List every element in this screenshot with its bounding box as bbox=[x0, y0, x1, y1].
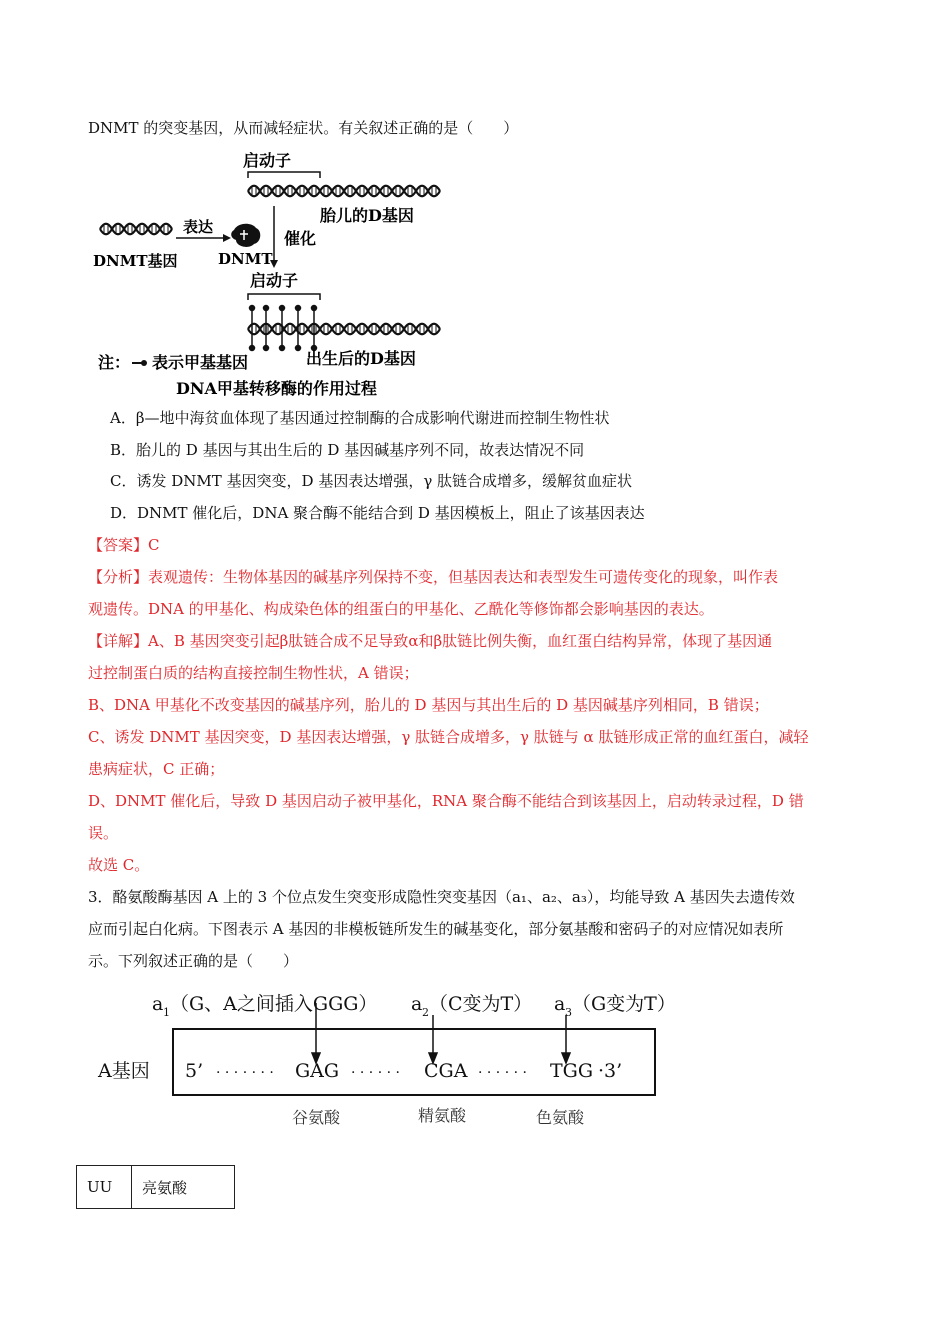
analysis-text-2: 观遗传。DNA 的甲基化、构成染色体的组蛋白的甲基化、乙酰化等修饰都会影响基因的表达。 bbox=[88, 600, 714, 618]
postnatal-d-gene-helix bbox=[248, 324, 440, 335]
amino-acid-arg: 精氨酸 bbox=[418, 1106, 467, 1125]
option-d: D．DNMT 催化后，DNA 聚合酶不能结合到 D 基因模板上，阻止了该基因表达 bbox=[110, 504, 645, 522]
detail-text-6: D、DNMT 催化后，导致 D 基因启动子被甲基化，RNA 聚合酶不能结合到该基因上，启动转录过程，D 错 bbox=[88, 792, 804, 810]
a3-subscript: 3 bbox=[565, 1006, 572, 1019]
dnmt-gene-helix bbox=[100, 224, 172, 235]
promoter-label-top: 启动子 bbox=[243, 151, 292, 170]
postnatal-d-gene-label: 出生后的D基因 bbox=[306, 349, 416, 368]
catalyze-label: 催化 bbox=[284, 229, 317, 248]
fetal-d-gene-label: 胎儿的D基因 bbox=[320, 206, 414, 225]
seq-dots-2: · · · · · · bbox=[351, 1065, 400, 1081]
a1-label: a bbox=[152, 993, 164, 1015]
detail-text-5: 患病症状，C 正确； bbox=[88, 760, 225, 778]
analysis-tag: 【分析】 bbox=[88, 568, 149, 586]
seq-dots-3: · · · · · · bbox=[478, 1065, 527, 1081]
detail-tag: 【详解】 bbox=[88, 632, 149, 650]
codon-cell: UU bbox=[77, 1166, 132, 1209]
dnmt-gene-label: DNMT基因 bbox=[93, 252, 178, 270]
q3-stem-1: 3．酪氨酸酶基因 A 上的 3 个位点发生突变形成隐性突变基因（a₁、a₂、a₃），均能导致 A 基因失去遗传效 bbox=[88, 888, 795, 906]
dnmt-process-figure bbox=[88, 148, 448, 403]
seq-3prime: ·3’ bbox=[598, 1060, 623, 1082]
fetal-d-gene-helix bbox=[248, 186, 440, 197]
promoter-bracket-bottom bbox=[248, 294, 320, 300]
option-a: A．β—地中海贫血体现了基因通过控制酶的合成影响代谢进而控制生物性状 bbox=[110, 409, 610, 427]
dnmt-enzyme-icon bbox=[231, 224, 260, 247]
amino-acid-cell: 亮氨酸 bbox=[132, 1166, 235, 1209]
detail-text-7: 误。 bbox=[88, 824, 119, 842]
detail-text-4: C、诱发 DNMT 基因突变，D 基因表达增强，γ 肽链合成增多，γ 肽链与 α 肽链形成正常的血红蛋白，减轻 bbox=[88, 728, 809, 746]
note-label: 注： bbox=[98, 353, 131, 372]
option-b: B．胎儿的 D 基因与其出生后的 D 基因碱基序列不同，故表达情况不同 bbox=[110, 441, 585, 459]
promoter-label-bottom: 启动子 bbox=[250, 271, 299, 290]
codon-cga: CGA bbox=[424, 1060, 468, 1082]
a2-label: a bbox=[411, 993, 423, 1015]
detail-text-3: B、DNA 甲基化不改变基因的碱基序列，胎儿的 D 基因与其出生后的 D 基因碱基序列相同，B 错误； bbox=[88, 696, 769, 714]
q3-stem-3: 示。下列叙述正确的是（ ） bbox=[88, 952, 299, 970]
a-gene-label: A基因 bbox=[98, 1060, 150, 1082]
a2-note: （C变为T） bbox=[429, 993, 533, 1015]
answer-value: C bbox=[148, 536, 160, 554]
detail-text-1: A、B 基因突变引起β肽链合成不足导致α和β肽链比例失衡，血红蛋白结构异常，体现了基因通 bbox=[148, 632, 773, 650]
a2-subscript: 2 bbox=[422, 1006, 429, 1019]
express-label: 表达 bbox=[183, 218, 214, 236]
detail-text-2: 过控制蛋白质的结构直接控制生物性状，A 错误； bbox=[88, 664, 419, 682]
conclusion: 故选 C。 bbox=[88, 856, 150, 874]
question-stem: DNMT 的突变基因，从而减轻症状。有关叙述正确的是（ ） bbox=[88, 119, 519, 137]
dnmt-label: DNMT bbox=[218, 250, 273, 268]
a3-note: （G变为T） bbox=[572, 993, 676, 1015]
q3-stem-2: 应而引起白化病。下图表示 A 基因的非模板链所发生的碱基变化，部分氨基酸和密码子的对应情况如表所 bbox=[88, 920, 784, 938]
note-text: 表示甲基基因 bbox=[152, 353, 249, 372]
seq-5prime: 5’ bbox=[185, 1060, 204, 1082]
a1-note: （G、A之间插入GGG） bbox=[170, 993, 378, 1015]
option-c: C．诱发 DNMT 基因突变，D 基因表达增强，γ 肽链合成增多，缓解贫血症状 bbox=[110, 472, 633, 490]
analysis-line-1 bbox=[88, 567, 778, 587]
amino-acid-trp: 色氨酸 bbox=[536, 1108, 585, 1127]
a1-subscript: 1 bbox=[163, 1006, 170, 1019]
answer-tag: 【答案】 bbox=[88, 536, 149, 554]
promoter-bracket-top bbox=[248, 172, 320, 178]
figure-caption: DNA甲基转移酶的作用过程 bbox=[176, 379, 377, 398]
codon-gag: GAG bbox=[295, 1060, 340, 1082]
codon-tgg: TGG bbox=[550, 1060, 594, 1082]
gene-mutation-figure bbox=[88, 985, 708, 1135]
methyl-legend-icon bbox=[132, 360, 147, 366]
a3-label: a bbox=[554, 993, 566, 1015]
codon-table bbox=[76, 1165, 235, 1209]
analysis-text-1: 表观遗传：生物体基因的碱基序列保持不变，但基因表达和表型发生可遗传变化的现象，叫作表 bbox=[148, 568, 779, 586]
table-row bbox=[77, 1166, 235, 1209]
seq-dots-1: · · · · · · · bbox=[216, 1065, 274, 1081]
amino-acid-glu: 谷氨酸 bbox=[292, 1108, 341, 1127]
detail-line-1 bbox=[88, 631, 772, 651]
answer-line bbox=[88, 535, 160, 555]
